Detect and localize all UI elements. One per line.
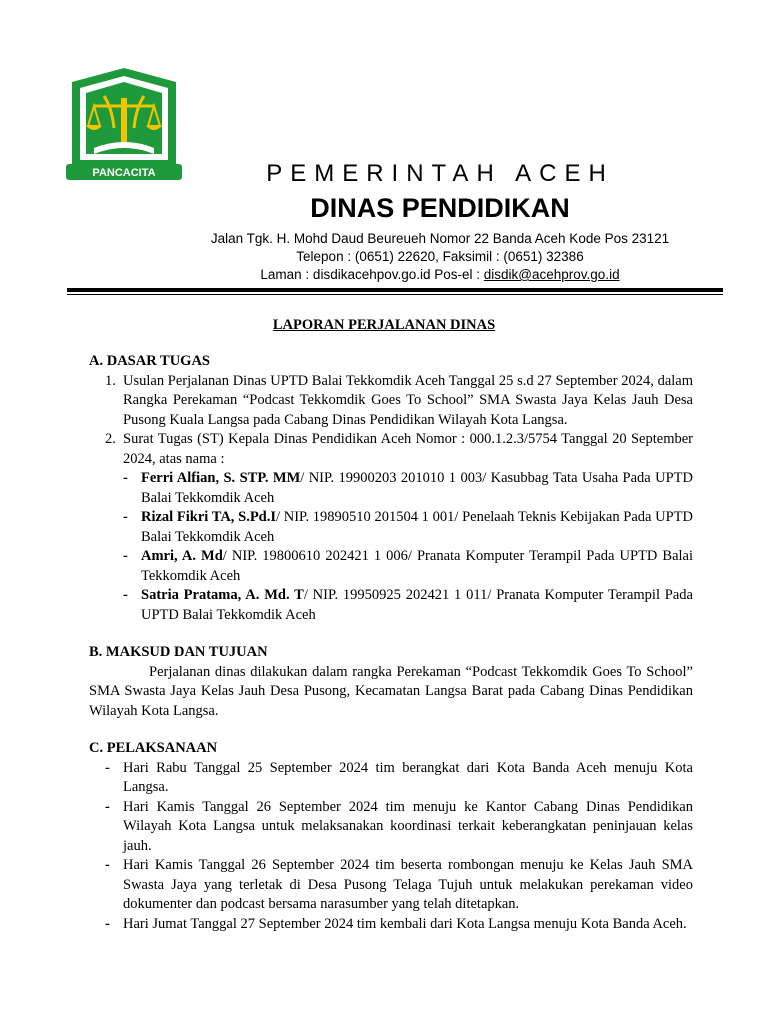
web-line bbox=[180, 266, 700, 284]
person-name: Ferri Alfian, S. STP. MM bbox=[141, 470, 301, 486]
bullet-dash: - bbox=[105, 857, 110, 873]
letterhead-rule-thin bbox=[67, 294, 723, 295]
personnel-item bbox=[89, 508, 693, 547]
agency-name: DINAS PENDIDIKAN bbox=[310, 193, 570, 223]
logo-text: PANCACITA bbox=[92, 167, 156, 179]
item-text: Usulan Perjalanan Dinas UPTD Balai Tekkomdik Aceh Tanggal 25 s.d 27 September 2024, dalam Rangka Perekaman “Podcast Tekkomdik Goes To School” SMA Swasta Jaya Kelas Jauh Desa Pusong Kuala Langsa pada Cabang Dinas Pendidikan Wilayah Kota Langsa. bbox=[123, 372, 693, 428]
web-prefix: Laman : disdikacehpov.go.id Pos-el : bbox=[260, 267, 484, 282]
basis-item-1 bbox=[89, 372, 693, 431]
basis-item-2 bbox=[89, 430, 693, 469]
address-line: Jalan Tgk. H. Mohd Daud Beureueh Nomor 22 Banda Aceh Kode Pos 23121 bbox=[210, 231, 670, 246]
person-detail: / NIP. 19950925 202421 1 011/ Pranata Komputer Terampil Pada UPTD Balai Tekkomdik Aceh bbox=[141, 587, 693, 623]
item-text: Surat Tugas (ST) Kepala Dinas Pendidikan Aceh Nomor : 000.1.2.3/5754 Tanggal 20 September 2024, atas nama : bbox=[123, 431, 693, 467]
document-title: LAPORAN PERJALANAN DINAS bbox=[272, 317, 496, 333]
person-detail: / NIP. 19890510 201504 1 001/ Penelaah Teknis Kebijakan Pada UPTD Balai Tekkomdik Aceh bbox=[141, 509, 694, 545]
execution-item bbox=[89, 759, 693, 798]
personnel-item bbox=[89, 586, 693, 625]
bullet-dash: - bbox=[105, 798, 110, 815]
pancacita-logo bbox=[64, 68, 184, 182]
section-c-heading: C. PELAKSANAAN bbox=[89, 740, 218, 756]
person-name: Satria Pratama, A. Md. T bbox=[141, 587, 304, 603]
personnel-item bbox=[89, 547, 693, 586]
purpose-paragraph: Perjalanan dinas dilakukan dalam rangka Perekaman “Podcast Tekkomdik Goes To School” SMA Swasta Jaya Kelas Jauh Desa Pusong, Kecamatan Langsa Barat pada Cabang Dinas Pendidikan Wilayah Kota Langsa. bbox=[89, 663, 693, 719]
section-a-heading: A. DASAR TUGAS bbox=[89, 353, 210, 369]
bullet-dash: - bbox=[123, 509, 128, 525]
document-body bbox=[89, 352, 693, 934]
email-link[interactable]: disdik@acehprov.go.id bbox=[483, 267, 620, 282]
bullet-dash: - bbox=[105, 915, 110, 932]
execution-text: Hari Jumat Tanggal 27 September 2024 tim kembali dari Kota Langsa menuju Kota Banda Aceh. bbox=[123, 915, 687, 932]
execution-item bbox=[89, 915, 693, 935]
execution-text: Hari Rabu Tanggal 25 September 2024 tim berangkat dari Kota Banda Aceh menuju Kota Langsa. bbox=[123, 759, 693, 795]
phone-line: Telepon : (0651) 22620, Faksimil : (0651) 32386 bbox=[296, 249, 584, 264]
item-number: 2. bbox=[105, 431, 116, 447]
letterhead-rule-thick bbox=[67, 288, 723, 292]
bullet-dash: - bbox=[123, 470, 128, 486]
letterhead-address bbox=[180, 230, 700, 284]
execution-text: Hari Kamis Tanggal 26 September 2024 tim beserta rombongan menuju ke Kelas Jauh SMA Swasta Jaya yang terletak di Desa Pusong Telaga Tujuh untuk melakukan perekaman video dokumenter dan podcast bersama narasumber yang telah ditetapkan. bbox=[123, 857, 693, 912]
execution-text: Hari Kamis Tanggal 26 September 2024 tim menuju ke Kantor Cabang Dinas Pendidikan Wilayah Kota Langsa untuk melaksanakan koordinasi terkait keberangkatan peninjauan kelas jauh. bbox=[123, 798, 693, 854]
execution-item bbox=[89, 798, 693, 857]
person-detail: / NIP. 19900203 201010 1 003/ Kasubbag Tata Usaha Pada UPTD Balai Tekkomdik Aceh bbox=[141, 470, 693, 506]
section-b-heading: B. MAKSUD DAN TUJUAN bbox=[89, 644, 268, 660]
bullet-dash: - bbox=[105, 759, 110, 776]
execution-item bbox=[89, 856, 693, 915]
item-number: 1. bbox=[105, 372, 116, 389]
bullet-dash: - bbox=[123, 587, 128, 603]
person-detail: / NIP. 19800610 202421 1 006/ Pranata Komputer Terampil Pada UPTD Balai Tekkomdik Aceh bbox=[141, 548, 694, 584]
bullet-dash: - bbox=[123, 548, 128, 564]
person-name: Rizal Fikri TA, S.Pd.I bbox=[141, 509, 277, 525]
government-name: PEMERINTAH ACEH bbox=[266, 160, 614, 187]
personnel-item bbox=[89, 469, 693, 508]
person-name: Amri, A. Md bbox=[141, 548, 223, 564]
